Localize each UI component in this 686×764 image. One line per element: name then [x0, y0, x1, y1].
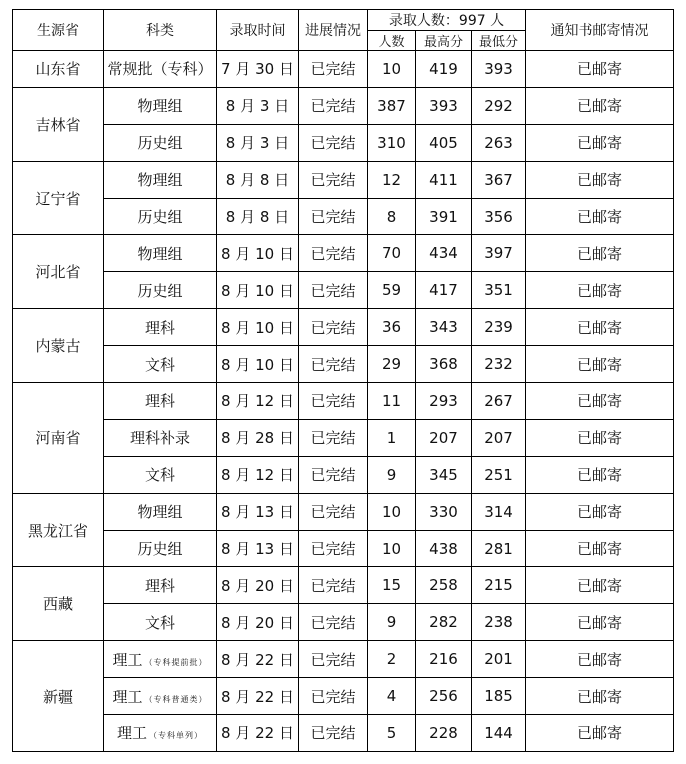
notice-status-cell: 已邮寄	[526, 456, 674, 493]
category-cell	[104, 715, 217, 752]
province-cell: 黑龙江省	[13, 493, 104, 567]
notice-status-cell: 已邮寄	[526, 604, 674, 641]
header-max-score: 最高分	[416, 31, 472, 51]
category-cell	[104, 678, 217, 715]
header-admission-time: 录取时间	[217, 10, 299, 51]
province-cell: 河南省	[13, 383, 104, 494]
category-cell	[104, 641, 217, 678]
category-label: 理工	[112, 687, 143, 706]
header-progress: 进展情况	[299, 10, 368, 51]
category-label: 历史组	[137, 134, 183, 153]
count-cell: 10	[368, 51, 416, 88]
date-cell: 8 月 10 日	[217, 272, 299, 309]
min-score-cell: 314	[472, 493, 526, 530]
date-cell: 8 月 10 日	[217, 309, 299, 346]
min-score-cell: 207	[472, 419, 526, 456]
table-row	[13, 272, 674, 309]
province-cell: 河北省	[13, 235, 104, 309]
category-cell	[104, 198, 217, 235]
table-row	[13, 51, 674, 88]
date-cell: 8 月 8 日	[217, 161, 299, 198]
max-score-cell: 368	[416, 346, 472, 383]
category-label: 文科	[144, 613, 175, 632]
max-score-cell: 343	[416, 309, 472, 346]
min-score-cell: 397	[472, 235, 526, 272]
notice-status-cell: 已邮寄	[526, 346, 674, 383]
min-score-cell: 251	[472, 456, 526, 493]
table-row	[13, 346, 674, 383]
admission-table	[12, 9, 674, 752]
category-cell	[104, 383, 217, 420]
max-score-cell: 438	[416, 530, 472, 567]
progress-cell: 已完结	[299, 641, 368, 678]
date-cell: 8 月 28 日	[217, 419, 299, 456]
max-score-cell: 216	[416, 641, 472, 678]
table-row	[13, 124, 674, 161]
category-label: 理科	[144, 318, 175, 337]
category-cell	[104, 87, 217, 124]
count-cell: 5	[368, 715, 416, 752]
count-cell: 10	[368, 530, 416, 567]
max-score-cell: 258	[416, 567, 472, 604]
category-cell	[104, 493, 217, 530]
max-score-cell: 293	[416, 383, 472, 420]
min-score-cell: 356	[472, 198, 526, 235]
max-score-cell: 207	[416, 419, 472, 456]
max-score-cell: 393	[416, 87, 472, 124]
province-cell: 西藏	[13, 567, 104, 641]
date-cell: 8 月 8 日	[217, 198, 299, 235]
count-cell: 2	[368, 641, 416, 678]
table-row	[13, 641, 674, 678]
min-score-cell: 185	[472, 678, 526, 715]
header-count: 人数	[368, 31, 416, 51]
min-score-cell: 263	[472, 124, 526, 161]
max-score-cell: 256	[416, 678, 472, 715]
progress-cell: 已完结	[299, 124, 368, 161]
category-cell	[104, 346, 217, 383]
max-score-cell: 282	[416, 604, 472, 641]
notice-status-cell: 已邮寄	[526, 678, 674, 715]
category-label: 理科补录	[129, 429, 190, 448]
date-cell: 8 月 12 日	[217, 383, 299, 420]
min-score-cell: 232	[472, 346, 526, 383]
category-label: 文科	[144, 355, 175, 374]
progress-cell: 已完结	[299, 493, 368, 530]
max-score-cell: 330	[416, 493, 472, 530]
progress-cell: 已完结	[299, 87, 368, 124]
category-cell	[104, 419, 217, 456]
notice-status-cell: 已邮寄	[526, 715, 674, 752]
count-cell: 8	[368, 198, 416, 235]
category-label: 理工	[116, 724, 147, 743]
table-row	[13, 567, 674, 604]
category-cell	[104, 272, 217, 309]
table-body	[13, 51, 674, 752]
count-cell: 310	[368, 124, 416, 161]
min-score-cell: 215	[472, 567, 526, 604]
progress-cell: 已完结	[299, 161, 368, 198]
progress-cell: 已完结	[299, 715, 368, 752]
header-province: 生源省	[13, 10, 104, 51]
date-cell: 8 月 13 日	[217, 530, 299, 567]
max-score-cell: 417	[416, 272, 472, 309]
category-label: 历史组	[137, 208, 183, 226]
category-cell	[104, 567, 217, 604]
date-cell: 8 月 22 日	[217, 678, 299, 715]
count-cell: 11	[368, 383, 416, 420]
province-cell: 辽宁省	[13, 161, 104, 235]
count-cell: 9	[368, 604, 416, 641]
category-cell	[104, 530, 217, 567]
progress-cell: 已完结	[299, 678, 368, 715]
max-score-cell: 434	[416, 235, 472, 272]
min-score-cell: 238	[472, 604, 526, 641]
count-cell: 36	[368, 309, 416, 346]
category-cell	[104, 309, 217, 346]
count-cell: 10	[368, 493, 416, 530]
max-score-cell: 228	[416, 715, 472, 752]
progress-cell: 已完结	[299, 309, 368, 346]
header-min-score: 最低分	[472, 31, 526, 51]
category-sublabel: （专科提前批）	[144, 657, 208, 667]
count-cell: 15	[368, 567, 416, 604]
date-cell: 8 月 3 日	[217, 87, 299, 124]
min-score-cell: 367	[472, 161, 526, 198]
table-row	[13, 198, 674, 235]
table-row	[13, 383, 674, 420]
category-label: 物理组	[137, 244, 183, 263]
date-cell: 8 月 10 日	[217, 235, 299, 272]
progress-cell: 已完结	[299, 419, 368, 456]
progress-cell: 已完结	[299, 51, 368, 88]
notice-status-cell: 已邮寄	[526, 272, 674, 309]
count-cell: 59	[368, 272, 416, 309]
notice-status-cell: 已邮寄	[526, 87, 674, 124]
notice-status-cell: 已邮寄	[526, 383, 674, 420]
min-score-cell: 292	[472, 87, 526, 124]
category-cell	[104, 51, 217, 88]
notice-status-cell: 已邮寄	[526, 161, 674, 198]
progress-cell: 已完结	[299, 530, 368, 567]
province-cell: 山东省	[13, 51, 104, 88]
table-row	[13, 678, 674, 715]
min-score-cell: 351	[472, 272, 526, 309]
table-row	[13, 161, 674, 198]
min-score-cell: 239	[472, 309, 526, 346]
progress-cell: 已完结	[299, 567, 368, 604]
count-cell: 12	[368, 161, 416, 198]
table-row	[13, 235, 674, 272]
header-notice-status: 通知书邮寄情况	[526, 10, 674, 51]
progress-cell: 已完结	[299, 604, 368, 641]
category-cell	[104, 161, 217, 198]
table-row	[13, 419, 674, 456]
progress-cell: 已完结	[299, 198, 368, 235]
category-label: 理科	[144, 392, 175, 411]
notice-status-cell: 已邮寄	[526, 567, 674, 604]
min-score-cell: 144	[472, 715, 526, 752]
count-cell: 387	[368, 87, 416, 124]
progress-cell: 已完结	[299, 383, 368, 420]
progress-cell: 已完结	[299, 235, 368, 272]
category-label: 历史组	[137, 540, 183, 559]
notice-status-cell: 已邮寄	[526, 493, 674, 530]
date-cell: 8 月 22 日	[217, 715, 299, 752]
notice-status-cell: 已邮寄	[526, 235, 674, 272]
count-cell: 29	[368, 346, 416, 383]
category-label: 理科	[144, 576, 175, 595]
category-label: 物理组	[137, 503, 183, 522]
notice-status-cell: 已邮寄	[526, 641, 674, 678]
province-cell: 吉林省	[13, 87, 104, 161]
count-cell: 70	[368, 235, 416, 272]
category-cell	[104, 235, 217, 272]
date-cell: 8 月 3 日	[217, 124, 299, 161]
date-cell: 8 月 12 日	[217, 456, 299, 493]
table-row	[13, 456, 674, 493]
max-score-cell: 419	[416, 51, 472, 88]
max-score-cell: 411	[416, 161, 472, 198]
category-label: 历史组	[137, 281, 183, 300]
progress-cell: 已完结	[299, 272, 368, 309]
category-sublabel: （专科普通类）	[144, 694, 208, 704]
notice-status-cell: 已邮寄	[526, 419, 674, 456]
date-cell: 8 月 10 日	[217, 346, 299, 383]
count-cell: 9	[368, 456, 416, 493]
max-score-cell: 345	[416, 456, 472, 493]
table-row	[13, 309, 674, 346]
category-label: 常规批（专科）	[107, 60, 213, 79]
province-cell: 内蒙古	[13, 309, 104, 383]
notice-status-cell: 已邮寄	[526, 309, 674, 346]
table-row	[13, 715, 674, 752]
table-row	[13, 87, 674, 124]
min-score-cell: 393	[472, 51, 526, 88]
category-cell	[104, 604, 217, 641]
count-cell: 1	[368, 419, 416, 456]
notice-status-cell: 已邮寄	[526, 198, 674, 235]
count-cell: 4	[368, 678, 416, 715]
notice-status-cell: 已邮寄	[526, 124, 674, 161]
date-cell: 8 月 22 日	[217, 641, 299, 678]
min-score-cell: 201	[472, 641, 526, 678]
category-label: 文科	[144, 466, 175, 485]
progress-cell: 已完结	[299, 346, 368, 383]
category-cell	[104, 456, 217, 493]
category-sublabel: （专科单列）	[149, 731, 203, 741]
category-label: 物理组	[137, 171, 183, 190]
notice-status-cell: 已邮寄	[526, 51, 674, 88]
table-row	[13, 604, 674, 641]
progress-cell: 已完结	[299, 456, 368, 493]
date-cell: 8 月 20 日	[217, 604, 299, 641]
table-row	[13, 530, 674, 567]
header-category: 科类	[104, 10, 217, 51]
category-label: 理工	[112, 650, 143, 669]
max-score-cell: 405	[416, 124, 472, 161]
notice-status-cell: 已邮寄	[526, 530, 674, 567]
min-score-cell: 281	[472, 530, 526, 567]
category-label: 物理组	[137, 97, 183, 116]
date-cell: 8 月 20 日	[217, 567, 299, 604]
date-cell: 8 月 13 日	[217, 493, 299, 530]
category-cell	[104, 124, 217, 161]
max-score-cell: 391	[416, 198, 472, 235]
date-cell: 7 月 30 日	[217, 51, 299, 88]
table-row	[13, 493, 674, 530]
header-admitted-total: 录取人数：997 人	[368, 10, 526, 31]
province-cell: 新疆	[13, 641, 104, 752]
min-score-cell: 267	[472, 383, 526, 420]
